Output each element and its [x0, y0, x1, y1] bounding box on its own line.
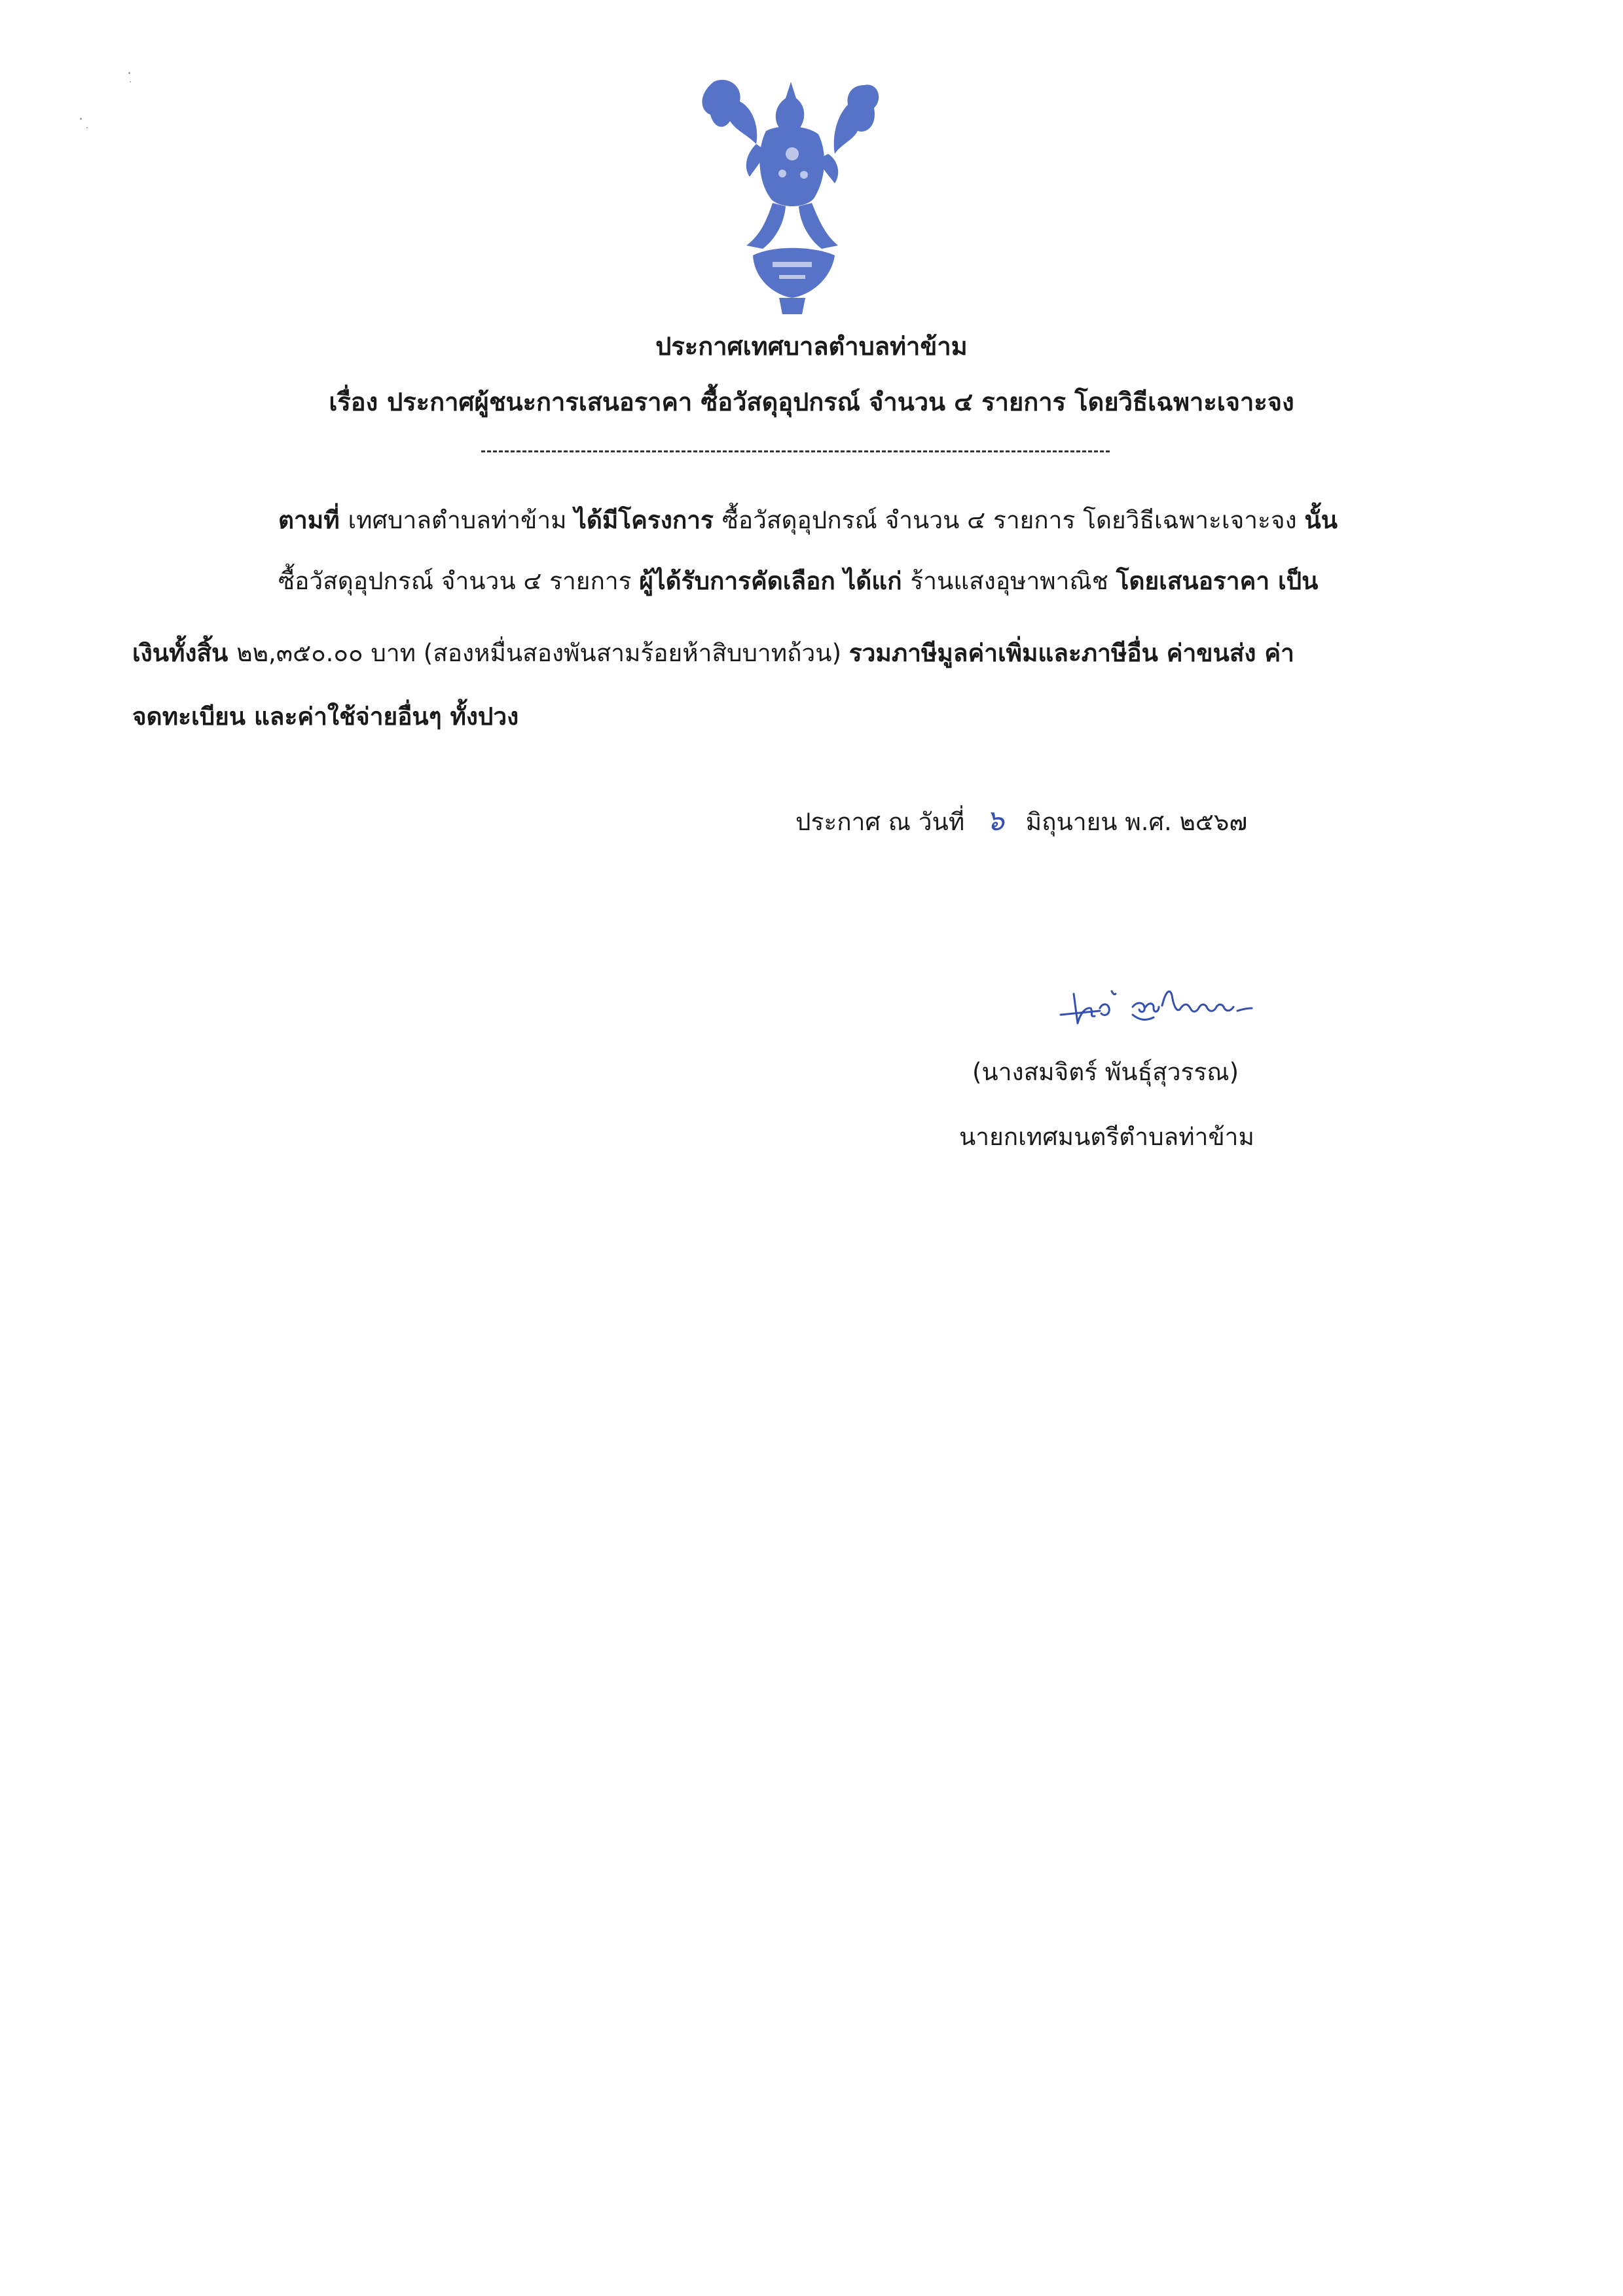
body-segment: นั้น [1304, 506, 1338, 534]
body-segment: เงินทั้งสิ้น [132, 639, 237, 667]
scan-speck [80, 118, 82, 120]
signer-position: นายกเทศมนตรีตำบลท่าข้าม [959, 1123, 1254, 1151]
scan-speck [86, 127, 88, 128]
date-prefix: ประกาศ ณ วันที่ [795, 808, 965, 836]
body-segment: ร้านแสงอุษาพาณิช [910, 567, 1116, 595]
body-segment: ซื้อวัสดุอุปกรณ์ จำนวน ๔ รายการ [278, 567, 640, 595]
body-segment: ได้มีโครงการ [574, 506, 722, 534]
signer-name: (นางสมจิตร์ พันธุ์สุวรรณ) [972, 1058, 1239, 1086]
body-segment: จดทะเบียน และค่าใช้จ่ายอื่นๆ ทั้งปวง [132, 702, 519, 731]
body-segment: รวมภาษีมูลค่าเพิ่มและภาษีอื่น ค่าขนส่ง ค่า [848, 639, 1294, 667]
announcement-title: ประกาศเทศบาลตำบลท่าข้าม [655, 332, 968, 361]
body-segment: ตามที่ [278, 506, 348, 534]
body-segment: เทศบาลตำบลท่าข้าม [348, 506, 575, 534]
announcement-date [795, 797, 1247, 843]
scan-speck [128, 72, 130, 74]
body-segment: ผู้ได้รับการคัดเลือก ได้แก่ [639, 567, 911, 595]
scan-speck [130, 81, 131, 82]
body-line-2 [278, 562, 1318, 600]
body-segment: ๒๒,๓๕๐.๐๐ บาท (สองหมื่นสองพันสามร้อยห้าสิบบาทถ้วน) [236, 639, 849, 667]
date-month-year: มิถุนายน พ.ศ. ๒๕๖๗ [1025, 808, 1248, 836]
body-line-4 [132, 697, 519, 736]
body-segment: โดยเสนอราคา เป็น [1116, 567, 1319, 595]
signature-icon [1048, 974, 1264, 1033]
header-divider [481, 450, 1110, 452]
announcement-subject [0, 382, 1623, 422]
body-segment: ซื้อวัสดุอุปกรณ์ จำนวน ๔ รายการ โดยวิธีเฉพาะเจาะจง [721, 506, 1305, 534]
body-line-1 [278, 501, 1338, 539]
garuda-emblem-icon [681, 69, 897, 318]
date-day-handwritten: ๖ [986, 804, 1004, 837]
subject-text: ประกาศผู้ชนะการเสนอราคา ซื้อวัสดุอุปกรณ์ จำนวน ๔ รายการ โดยวิธีเฉพาะเจาะจง [387, 388, 1294, 416]
subject-label: เรื่อง [329, 388, 378, 416]
body-line-3 [132, 634, 1294, 672]
